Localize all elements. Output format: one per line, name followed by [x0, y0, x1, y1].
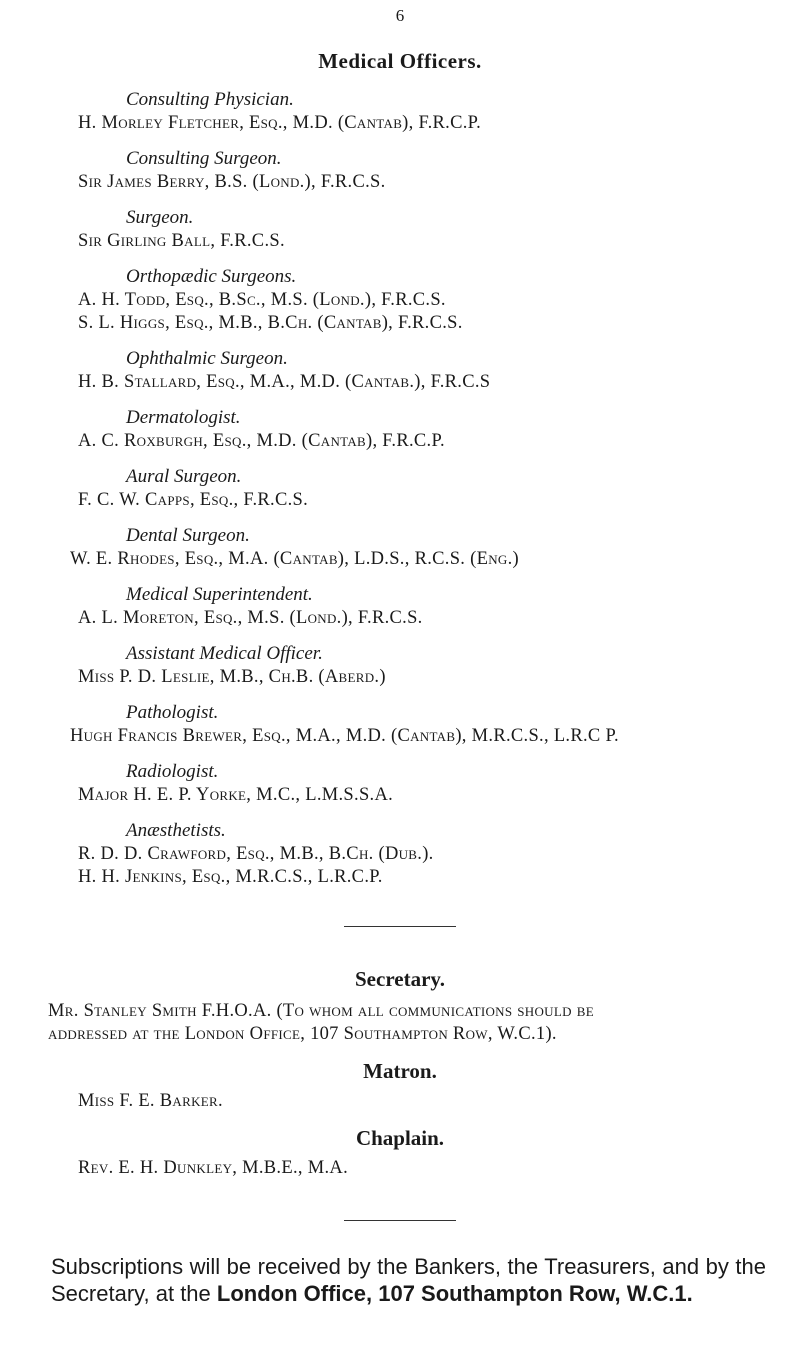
officer-block-dental-surgeon	[0, 524, 800, 571]
officer-block-orthopaedic-surgeons	[0, 265, 800, 335]
london-office-address: London Office, 107 Southampton Row, W.C.1.	[216, 1281, 693, 1306]
officer-block-ophthalmic-surgeon	[0, 347, 800, 394]
officer-role: Consulting Physician.	[126, 89, 294, 110]
chaplain-name: Rev. E. H. Dunkley, M.B.E., M.A.	[78, 1158, 348, 1178]
page-title: Medical Officers.	[318, 49, 482, 73]
officer-role: Consulting Surgeon.	[126, 148, 282, 169]
officer-role: Surgeon.	[126, 207, 194, 228]
officer-name: A. L. Moreton, Esq., M.S. (Lond.), F.R.C.S.	[78, 608, 423, 628]
officer-name: H. B. Stallard, Esq., M.A., M.D. (Cantab.), F.R.C.S	[78, 372, 491, 392]
officer-role: Ophthalmic Surgeon.	[126, 348, 288, 369]
section-divider	[344, 926, 456, 927]
officer-role: Anæsthetists.	[126, 820, 226, 841]
officer-role: Assistant Medical Officer.	[126, 643, 323, 664]
secretary-heading: Secretary.	[355, 967, 445, 991]
officer-role: Dental Surgeon.	[126, 525, 250, 546]
officer-role: Medical Superintendent.	[126, 584, 313, 605]
officer-name: H. Morley Fletcher, Esq., M.D. (Cantab), F.R.C.P.	[78, 113, 482, 133]
section-divider	[344, 1220, 456, 1221]
officer-role: Orthopædic Surgeons.	[126, 266, 297, 287]
page-number: 6	[395, 6, 405, 25]
officer-name: Sir James Berry, B.S. (Lond.), F.R.C.S.	[78, 172, 386, 192]
officer-name: R. D. D. Crawford, Esq., M.B., B.Ch. (Dub.).	[78, 844, 434, 864]
officer-name: H. H. Jenkins, Esq., M.R.C.S., L.R.C.P.	[78, 867, 383, 887]
officer-block-radiologist	[0, 760, 800, 807]
officers-list	[0, 88, 800, 901]
officer-block-assistant-medical-officer	[0, 642, 800, 689]
officer-block-surgeon	[0, 206, 800, 253]
officer-block-consulting-physician	[0, 88, 800, 135]
officer-role: Pathologist.	[126, 702, 219, 723]
officer-name: Major H. E. P. Yorke, M.C., L.M.S.S.A.	[78, 785, 394, 805]
officer-name: F. C. W. Capps, Esq., F.R.C.S.	[78, 490, 309, 510]
matron-heading: Matron.	[363, 1059, 437, 1083]
officer-role: Radiologist.	[126, 761, 219, 782]
officer-block-anaesthetists	[0, 819, 800, 889]
officer-name: Hugh Francis Brewer, Esq., M.A., M.D. (Cantab), M.R.C.S., L.R.C P.	[70, 726, 619, 746]
officer-name: A. C. Roxburgh, Esq., M.D. (Cantab), F.R.C.P.	[78, 431, 445, 451]
officer-role: Dermatologist.	[126, 407, 241, 428]
officer-name: S. L. Higgs, Esq., M.B., B.Ch. (Cantab), F.R.C.S.	[78, 313, 463, 333]
officer-block-dermatologist	[0, 406, 800, 453]
subscriptions-text: Subscriptions will be received by the Bankers, the Treasurers, and by the Secretary, at the	[51, 1254, 766, 1306]
chaplain-heading: Chaplain.	[355, 1126, 445, 1150]
officer-name: Miss P. D. Leslie, M.B., Ch.B. (Aberd.)	[78, 667, 386, 687]
officer-role: Aural Surgeon.	[126, 466, 242, 487]
subscriptions-note	[51, 1253, 766, 1307]
matron-name: Miss F. E. Barker.	[78, 1091, 223, 1111]
officer-block-consulting-surgeon	[0, 147, 800, 194]
officer-block-medical-superintendent	[0, 583, 800, 630]
officer-name: A. H. Todd, Esq., B.Sc., M.S. (Lond.), F.R.C.S.	[78, 290, 446, 310]
officer-block-pathologist	[0, 701, 800, 748]
officer-name: Sir Girling Ball, F.R.C.S.	[78, 231, 285, 251]
secretary-line-1: Mr. Stanley Smith F.H.O.A. (To whom all communications should be	[48, 1001, 594, 1021]
secretary-line-2: addressed at the London Office, 107 Southampton Row, W.C.1).	[48, 1024, 557, 1044]
officer-block-aural-surgeon	[0, 465, 800, 512]
officer-name: W. E. Rhodes, Esq., M.A. (Cantab), L.D.S., R.C.S. (Eng.)	[70, 549, 519, 569]
